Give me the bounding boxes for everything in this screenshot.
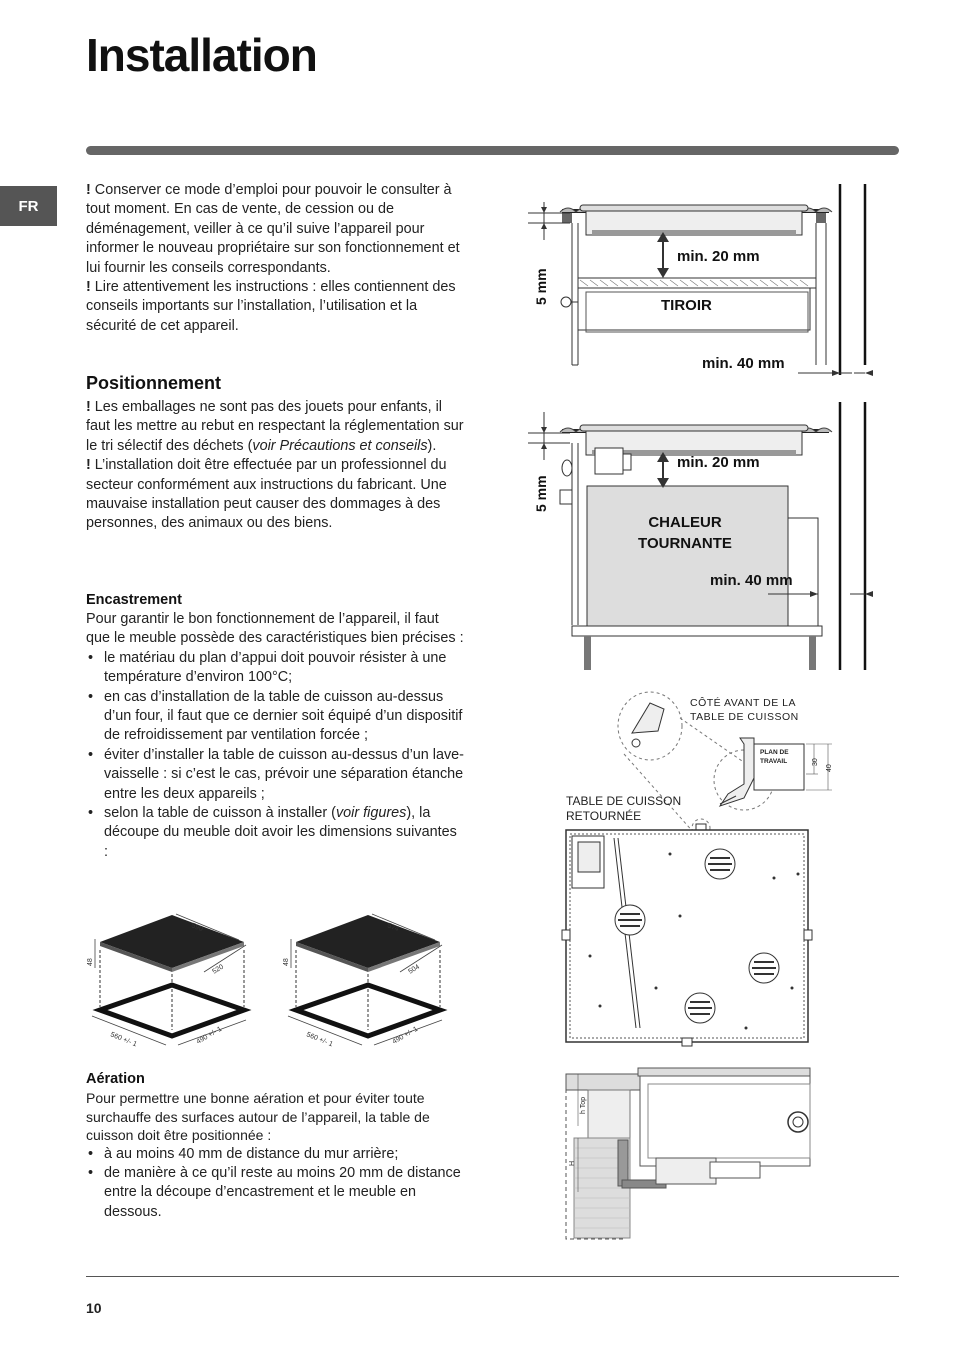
drawer-clearance-figure xyxy=(520,180,880,380)
tournante-label: TOURNANTE xyxy=(638,535,732,552)
cut-depth-left: 490 +/- 1 xyxy=(195,1025,224,1046)
min20-label-drawer: min. 20 mm xyxy=(677,248,760,265)
dim-depth-left: 520 xyxy=(211,963,225,976)
subheading-aeration: Aération xyxy=(86,1071,145,1087)
dim-height-right: 48 xyxy=(283,958,290,966)
aeration-list xyxy=(86,1145,466,1223)
upside-label-2: RETOURNÉE xyxy=(566,809,642,823)
aeration-text xyxy=(86,1089,466,1222)
footer-rule xyxy=(86,1276,899,1277)
front-side-label-1: CÔTÉ AVANT DE LA xyxy=(690,697,797,709)
cutout-right xyxy=(283,914,442,1048)
page-title: Installation xyxy=(86,29,317,81)
section-view-figure xyxy=(560,1062,812,1242)
language-tab: FR xyxy=(0,186,57,226)
intro-p1-text: Conserver ce mode d’emploi pour pouvoir le consulter à tout moment. En cas de vente, de cession ou de déménagement, veiller à ce qu’il suive l’appareil pour informer le nouveau propriétaire sur son fonctionnement et lui fournir les conseils correspondants. xyxy=(86,182,460,276)
list-item: • éviter d’installer la table de cuisson au-dessus d’un lave-vaisselle : si c’est le cas, prévoir une séparation étanche entre les deux appareils ; xyxy=(86,746,464,804)
warning-mark: ! xyxy=(86,182,91,198)
warning-mark: ! xyxy=(86,279,91,296)
pos-p1b: ). xyxy=(427,437,437,454)
cut-depth-right: 490 +/- 1 xyxy=(391,1025,420,1046)
positionnement-paragraph-2 xyxy=(86,456,464,534)
encastrement-text xyxy=(86,610,464,862)
min20-label-oven: min. 20 mm xyxy=(677,454,760,471)
plan-label-1: PLAN DE xyxy=(760,749,789,756)
min40-label-drawer: min. 40 mm xyxy=(702,355,785,372)
gap-5mm-oven: 5 mm xyxy=(533,475,549,512)
section-heading-positionnement: Positionnement xyxy=(86,373,222,393)
dim-40: 40 xyxy=(826,764,833,772)
intro-text xyxy=(86,181,464,336)
intro-p2-text: Lire attentivement les instructions : elles contiennent des conseils importants sur l’installation, l’utilisation et la sécurité de cet appareil. xyxy=(86,279,456,334)
intro-paragraph-2 xyxy=(86,278,464,336)
subheading-encastrement: Encastrement xyxy=(86,592,182,608)
pos-p2: L’installation doit être effectuée par un professionnel du secteur conformément aux instructions du fabricant. Une mauvaise installation peut causer des dommages à des personnes, des animaux ou des biens. xyxy=(86,457,447,532)
dim-height-left: 48 xyxy=(87,958,94,966)
encastrement-list xyxy=(86,649,464,862)
list-item: • à au moins 40 mm de distance du mur arrière; xyxy=(86,1145,466,1164)
tiroir-label: TIROIR xyxy=(661,297,712,314)
h-label: H xyxy=(569,1160,576,1166)
b4b: ), la découpe du meuble doit avoir les dimensions suivantes : xyxy=(104,805,457,860)
min40-label-oven: min. 40 mm xyxy=(710,572,793,589)
upside-label-1: TABLE DE CUISSON xyxy=(566,794,682,808)
title-rule xyxy=(86,146,899,155)
pos-p1a: Les emballages ne sont pas des jouets pour enfants, il faut les mettre au rebut en respectant la réglementation sur le tri sélectif des déchets ( xyxy=(86,399,464,454)
list-item xyxy=(86,804,464,862)
cut-width-left: 560 +/- 1 xyxy=(109,1031,138,1049)
encastrement-intro: Pour garantir le bon fonctionnement de l’appareil, il faut que le meuble possède des caractéristiques bien précises : xyxy=(86,611,464,647)
plan-label-2: TRAVAIL xyxy=(760,758,788,765)
dim-depth-right: 504 xyxy=(407,963,421,976)
cutout-left xyxy=(87,914,246,1048)
cut-width-right: 560 +/- 1 xyxy=(305,1031,334,1049)
dim-width-left: 590 xyxy=(190,922,204,934)
front-side-label-2: TABLE DE CUISSON xyxy=(690,711,799,723)
bracket-mounting-figure xyxy=(560,688,840,1048)
list-item: • le matériau du plan d’appui doit pouvoir résister à une température d’environ 100°C; xyxy=(86,649,464,688)
list-item: • de manière à ce qu’il reste au moins 20 mm de distance entre la découpe d’encastrement et le meuble en dessous. xyxy=(86,1164,466,1222)
dim-width-right: 574 xyxy=(386,922,400,934)
positionnement-paragraph-1 xyxy=(86,398,464,456)
oven-clearance-figure xyxy=(520,400,880,672)
page-number: 10 xyxy=(86,1300,102,1316)
chaleur-label: CHALEUR xyxy=(648,514,722,531)
h-top-label: h Top xyxy=(580,1097,587,1114)
b4-italic: voir figures xyxy=(335,805,407,822)
b4a: selon la table de cuisson à installer ( xyxy=(104,805,336,822)
pos-p1-italic: voir Précautions et conseils xyxy=(252,437,428,454)
dim-30: 30 xyxy=(812,758,819,766)
gap-5mm-drawer: 5 mm xyxy=(533,268,549,305)
cutout-dimensions-figure xyxy=(86,912,466,1062)
intro-paragraph-1 xyxy=(86,181,464,278)
aeration-intro: Pour permettre une bonne aération et pour éviter toute surchauffe des surfaces autour de l’appareil, la table de cuisson doit être positionnée : xyxy=(86,1090,430,1143)
positionnement-text xyxy=(86,398,464,534)
list-item: • en cas d’installation de la table de cuisson au-dessus d’un four, il faut que ce dernier soit équipé d’un dispositif de refroidissement par ventilation forcée ; xyxy=(86,688,464,746)
warning-mark: ! xyxy=(86,457,91,474)
warning-mark: ! xyxy=(86,399,91,415)
